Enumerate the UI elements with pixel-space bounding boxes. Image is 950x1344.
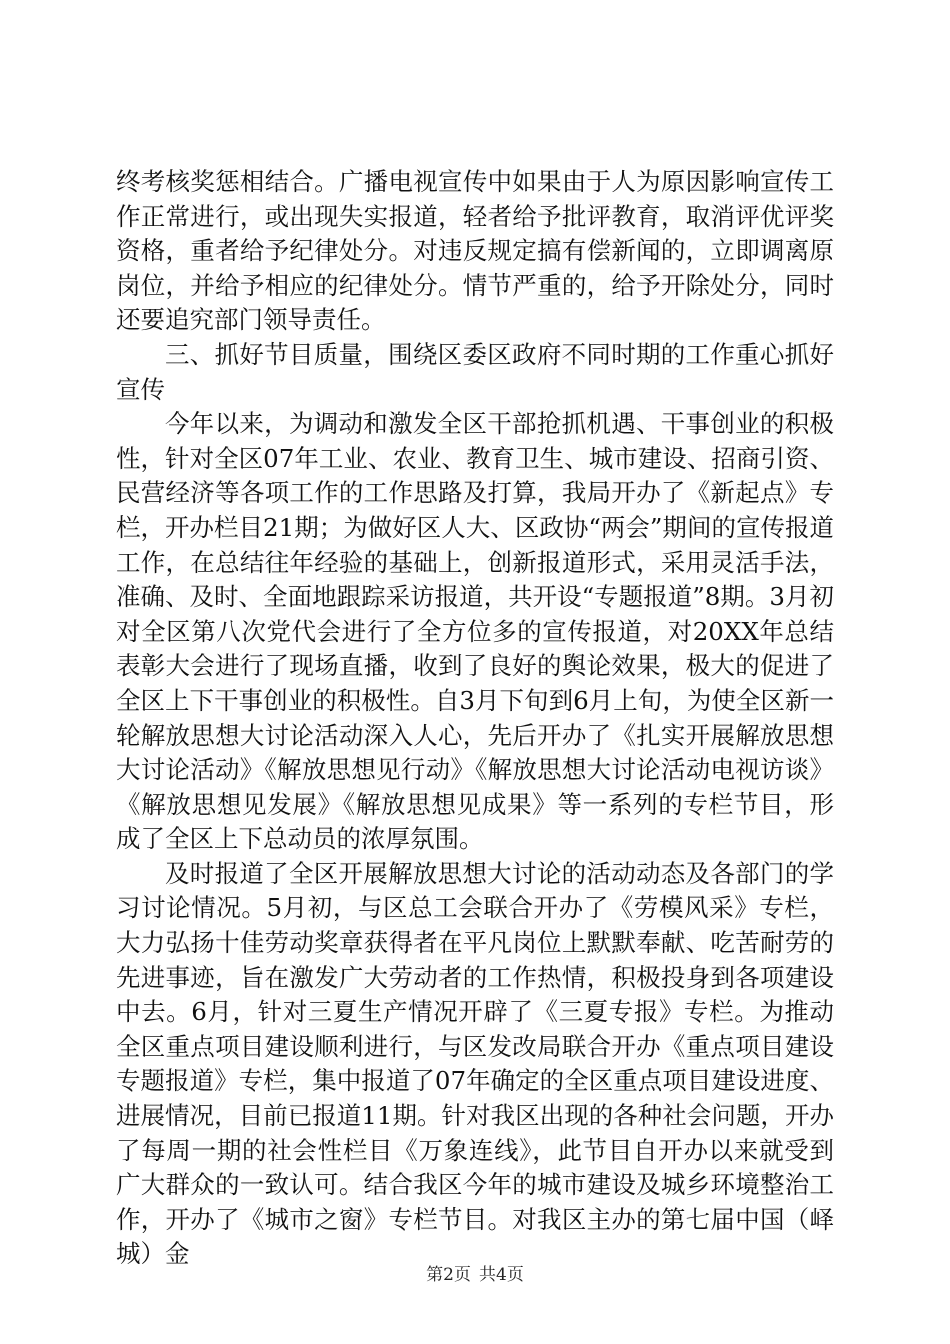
page-footer xyxy=(0,1264,950,1286)
page-number: 第2页 xyxy=(426,1265,471,1285)
paragraph-body: 今年以来，为调动和激发全区干部抢抓机遇、干事创业的积极性，针对全区07年工业、农业、教育卫生、城市建设、招商引资、民营经济等各项工作的工作思路及打算，我局开办了《新起点》专栏，开办栏目21期；为做好区人大、区政协“两会”期间的宣传报道工作，在总结往年经验的基础上，创新报道形式，采用灵活手法，准确、及时、全面地跟踪采访报道，共开设“专题报道”8期。3月初对全区第八次党代会进行了全方位多的宣传报道，对20XX年总结表彰大会进行了现场直播，收到了良好的舆论效果，极大的促进了全区上下干事创业的积极性。自3月下旬到6月上旬，为使全区新一轮解放思想大讨论活动深入人心，先后开办了《扎实开展解放思想大讨论活动》《解放思想见行动》《解放思想大讨论活动电视访谈》《解放思想见发展》《解放思想见成果》等一系列的专栏节目，形成了全区上下总动员的浓厚氛围。 xyxy=(116,409,834,854)
document-body xyxy=(116,165,834,1272)
paragraph-body: 及时报道了全区开展解放思想大讨论的活动动态及各部门的学习讨论情况。5月初，与区总工会联合开办了《劳模风采》专栏，大力弘扬十佳劳动奖章获得者在平凡岗位上默默奉献、吃苦耐劳的先进事迹，旨在激发广大劳动者的工作热情，积极投身到各项建设中去。6月，针对三夏生产情况开辟了《三夏专报》专栏。为推动全区重点项目建设顺利进行，与区发改局联合开办《重点项目建设专题报道》专栏，集中报道了07年确定的全区重点项目建设进度、进展情况，目前已报道11期。针对我区出现的各种社会问题，开办了每周一期的社会性栏目《万象连线》，此节目自开办以来就受到广大群众的一致认可。结合我区今年的城市建设及城乡环境整治工作，开办了《城市之窗》专栏节目。对我区主办的第七届中国（峄城）金 xyxy=(116,858,834,1269)
page-total: 共4页 xyxy=(479,1265,524,1285)
section-heading: 三、抓好节目质量，围绕区委区政府不同时期的工作重心抓好宣传 xyxy=(116,339,834,404)
paragraph-continuation: 终考核奖惩相结合。广播电视宣传中如果由于人为原因影响宣传工作正常进行，或出现失实报道，轻者给予批评教育，取消评优评奖资格，重者给予纪律处分。对违反规定搞有偿新闻的，立即调离原岗位，并给予相应的纪律处分。情节严重的，给予开除处分，同时还要追究部门领导责任。 xyxy=(116,167,834,335)
